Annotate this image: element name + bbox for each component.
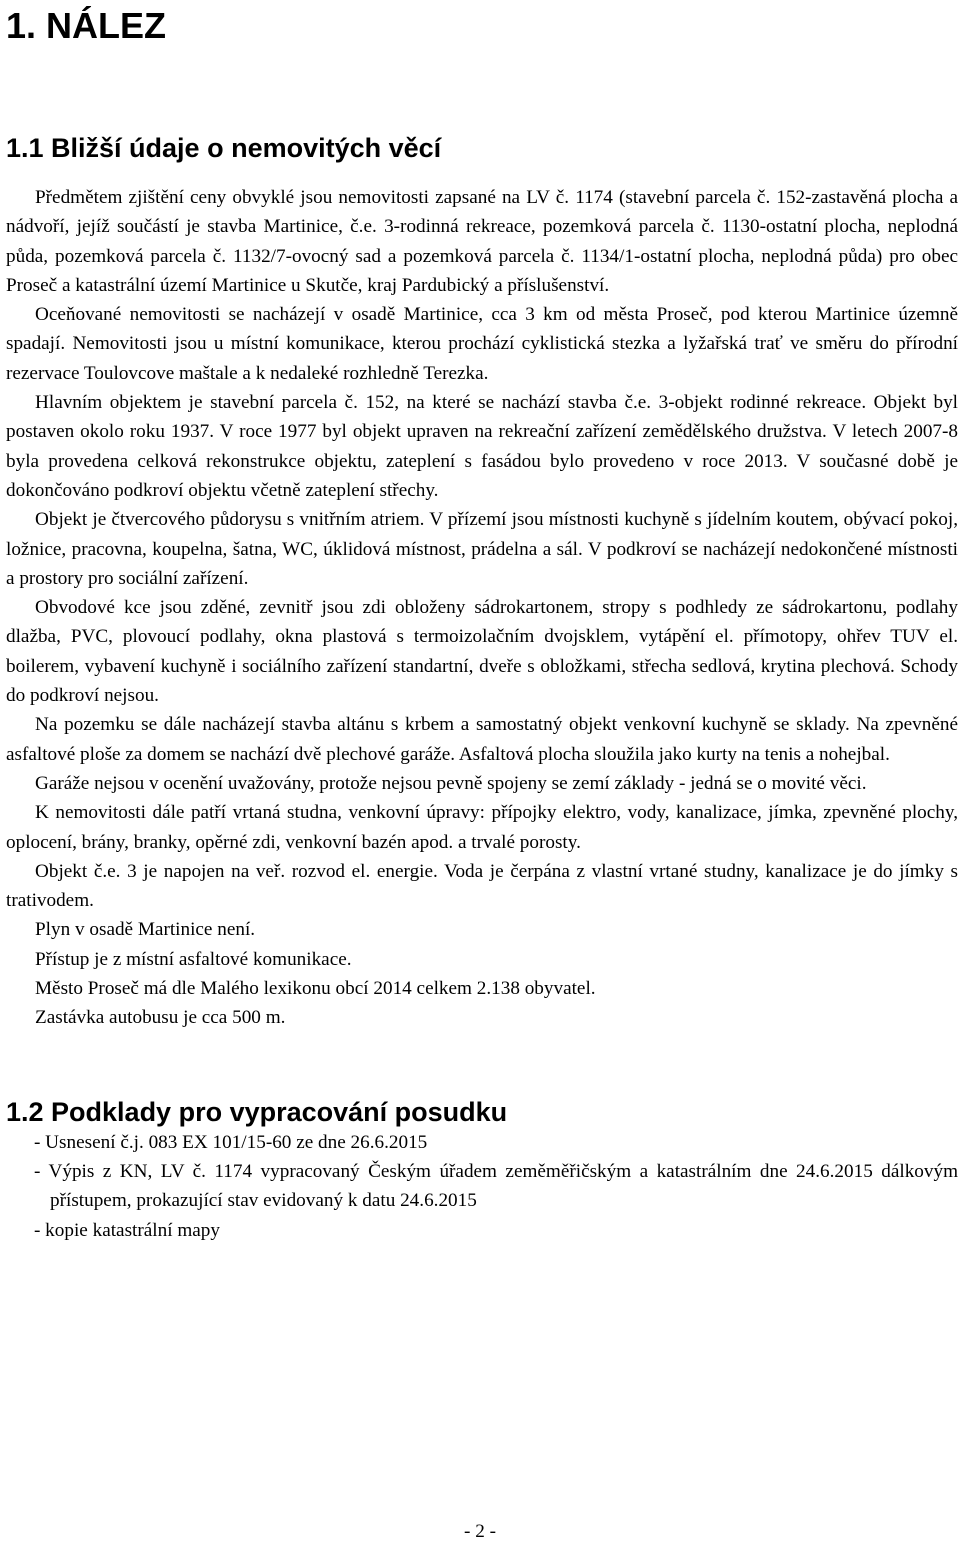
list-item: - kopie katastrální mapy [34, 1219, 220, 1241]
paragraph-garages: Garáže nejsou v ocenění uvažovány, protože nejsou pevně spojeny se zemí základy - jedná se o movité věci. [35, 772, 867, 794]
paragraph-access: Přístup je z místní asfaltové komunikace. [35, 948, 352, 970]
section-title-details: 1.1 Bližší údaje o nemovitých věcí [6, 133, 442, 163]
paragraph-population: Město Proseč má dle Malého lexikonu obcí 2014 celkem 2.138 obyvatel. [35, 978, 596, 1000]
section-title-sources: 1.2 Podklady pro vypracování posudku [6, 1096, 508, 1127]
paragraph-bus-stop: Zastávka autobusu je cca 500 m. [35, 1007, 286, 1029]
document-page [6, 0, 958, 1245]
paragraph-main-object: Hlavním objektem je stavební parcela č. 152, na které se nachází stavba č.e. 3-objekt rodinné rekreace. Objekt byl postaven okolo roku 1937. V roce 1977 byl objekt upraven na rekreační zařízení zemědělského družstva. V letech 2007-8 byla provedena celková rekonstrukce objektu, zateplení s fasádou bylo provedeno v roce 2013. V současné době je dokončováno podkroví objektu včetně zateplení střechy. [6, 392, 958, 501]
paragraph-layout: Objekt je čtvercového půdorysu s vnitřním atriem. V přízemí jsou místnosti kuchyně s jídelním koutem, obývací pokoj, ložnice, pracovna, koupelna, šatna, WC, úklidová místnost, prádelna a sál. V podkroví se nacházejí nedokončené místnosti a prostory pro sociální zařízení. [6, 509, 958, 589]
paragraph-utilities: Objekt č.e. 3 je napojen na veř. rozvod el. energie. Voda je čerpána z vlastní vrtané studny, kanalizace je do jímky s trativodem. [6, 860, 958, 912]
list-item: - Usnesení č.j. 083 EX 101/15-60 ze dne 26.6.2015 [34, 1131, 428, 1153]
sources-list [6, 1128, 958, 1245]
paragraph-gas: Plyn v osadě Martinice není. [35, 919, 256, 941]
list-item: - Výpis z KN, LV č. 1174 vypracovaný Českým úřadem zeměměřičským a katastrálním dne 24.6.2015 dálkovým přístupem, prokazující stav evidovaný k datu 24.6.2015 [34, 1160, 958, 1212]
page-heading: 1. NÁLEZ [6, 5, 167, 46]
paragraph-other-buildings: Na pozemku se dále nacházejí stavba altánu s krbem a samostatný objekt venkovní kuchyně se sklady. Na zpevněné asfaltové ploše za domem se nachází dvě plechové garáže. Asfaltová plocha sloužila jako kurty na tenis a nohejbal. [6, 714, 958, 765]
page-number: - 2 - [464, 1521, 496, 1542]
paragraph-construction: Obvodové kce jsou zděné, zevnitř jsou zdi obloženy sádrokartonem, stropy s podhledy ze sádrokartonu, podlahy dlažba, PVC, plovoucí podlahy, okna plastová s termoizolačním dvojsklem, vytápění el. přímotopy, ohřev TUV el. boilerem, vybavení kuchyně i sociálního zařízení standartní, dveře s obložkami, střecha sedlová, krytina plechová. Schody do podkroví nejsou. [6, 597, 958, 707]
paragraph-location: Oceňované nemovitosti se nacházejí v osadě Martinice, cca 3 km od města Proseč, pod kterou Martinice územně spadají. Nemovitosti jsou u místní komunikace, kterou prochází cyklistická stezka a lyžařská trať ve směru do přírodní rezervace Toulovcove maštale a k nedaleké rozhledně Terezka. [6, 304, 958, 384]
paragraph-accessories: K nemovitosti dále patří vrtaná studna, venkovní úpravy: přípojky elektro, vody, kanalizace, jímka, zpevněné plochy, oplocení, brány, branky, opěrné zdi, venkovní bazén apod. a trvalé porosty. [6, 802, 958, 853]
section-body-details [6, 183, 958, 1033]
paragraph-subject: Předmětem zjištění ceny obvyklé jsou nemovitosti zapsané na LV č. 1174 (stavební parcela č. 152-zastavěná plocha a nádvoří, jejíž součástí je stavba Martinice, č.e. 3-rodinná rekreace, pozemková parcela č. 1130-ostatní plocha, neplodná půda, pozemková parcela č. 1132/7-ovocný sad a pozemková parcela č. 1134/1-ostatní plocha, neplodná půda) pro obec Proseč a katastrální území Martinice u Skutče, kraj Pardubický a příslušenství. [6, 187, 958, 296]
